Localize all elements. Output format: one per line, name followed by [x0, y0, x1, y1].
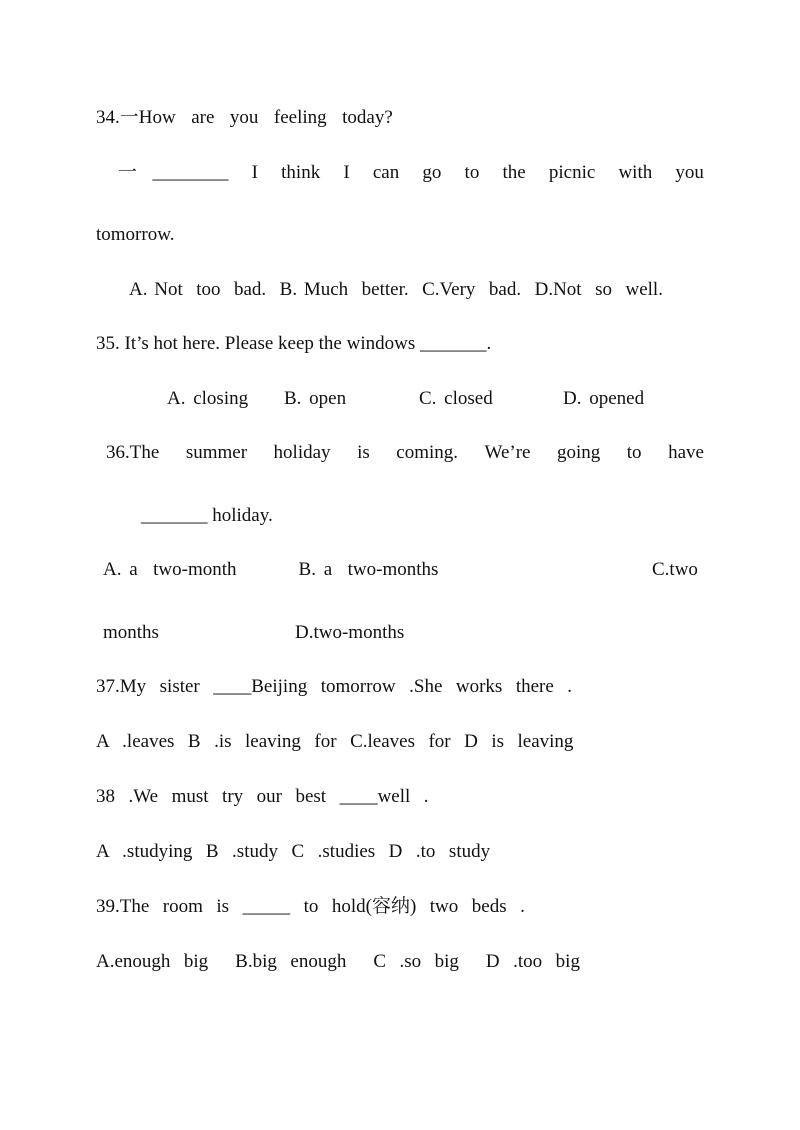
q34-reply-word: think — [281, 162, 321, 183]
q36-stem-word: is — [357, 442, 370, 463]
q34-reply-word: with — [618, 162, 653, 183]
q36-options-ab: A. a two-month B. a two-months — [103, 559, 439, 580]
q35-option-a: A. closing — [167, 388, 249, 409]
q34-reply-word: the — [502, 162, 526, 183]
q34-reply-word: can — [372, 162, 400, 183]
q37-stem: 37.My sister ____Beijing tomorrow .She works there . — [96, 676, 573, 697]
q36-option-c-continuation: months — [103, 622, 159, 643]
q37-options: A .leaves B .is leaving for C.leaves for D is leaving — [96, 731, 574, 752]
q34-reply-word: go — [422, 162, 442, 183]
q36-stem-word: going — [556, 442, 601, 463]
q36-stem-word: have — [668, 442, 704, 463]
q35-stem: 35. It’s hot here. Please keep the windows _______. — [96, 333, 492, 354]
q35-option-d: D. opened — [563, 388, 645, 409]
q35-option-c: C. closed — [419, 388, 493, 409]
q36-stem-word: 36.The — [106, 442, 160, 463]
q34-reply-word: I — [343, 162, 350, 183]
q36-stem-word: summer — [185, 442, 248, 463]
q34-reply-word: to — [464, 162, 480, 183]
q34-reply-line — [118, 161, 704, 185]
q38-options: A .studying B .study C .studies D .to study — [96, 841, 491, 862]
q36-stem-line — [106, 441, 704, 465]
q34-reply-word: 一 ________ — [118, 162, 229, 183]
q36-stem-continuation: _______ holiday. — [141, 505, 273, 526]
q34-options: A. Not too bad. B. Much better. C.Very bad. D.Not so well. — [129, 279, 663, 300]
q36-stem-word: to — [626, 442, 642, 463]
q34-reply-continuation: tomorrow. — [96, 224, 175, 245]
q36-option-c: C.two — [652, 559, 698, 580]
q39-options: A.enough big B.big enough C .so big D .too big — [96, 951, 580, 972]
q39-stem: 39.The room is _____ to hold(容纳) two beds . — [96, 896, 525, 917]
q34-stem: 34.一How are you feeling today? — [96, 107, 393, 128]
q36-option-d: D.two-months — [295, 622, 405, 643]
q36-stem-word: We’re — [484, 442, 531, 463]
q36-stem-word: holiday — [273, 442, 331, 463]
q34-reply-word: I — [251, 162, 258, 183]
q34-reply-word: you — [675, 162, 704, 183]
q34-reply-word: picnic — [548, 162, 596, 183]
q36-stem-word: coming. — [396, 442, 459, 463]
q38-stem: 38 .We must try our best ____well . — [96, 786, 429, 807]
q35-option-b: B. open — [284, 388, 347, 409]
